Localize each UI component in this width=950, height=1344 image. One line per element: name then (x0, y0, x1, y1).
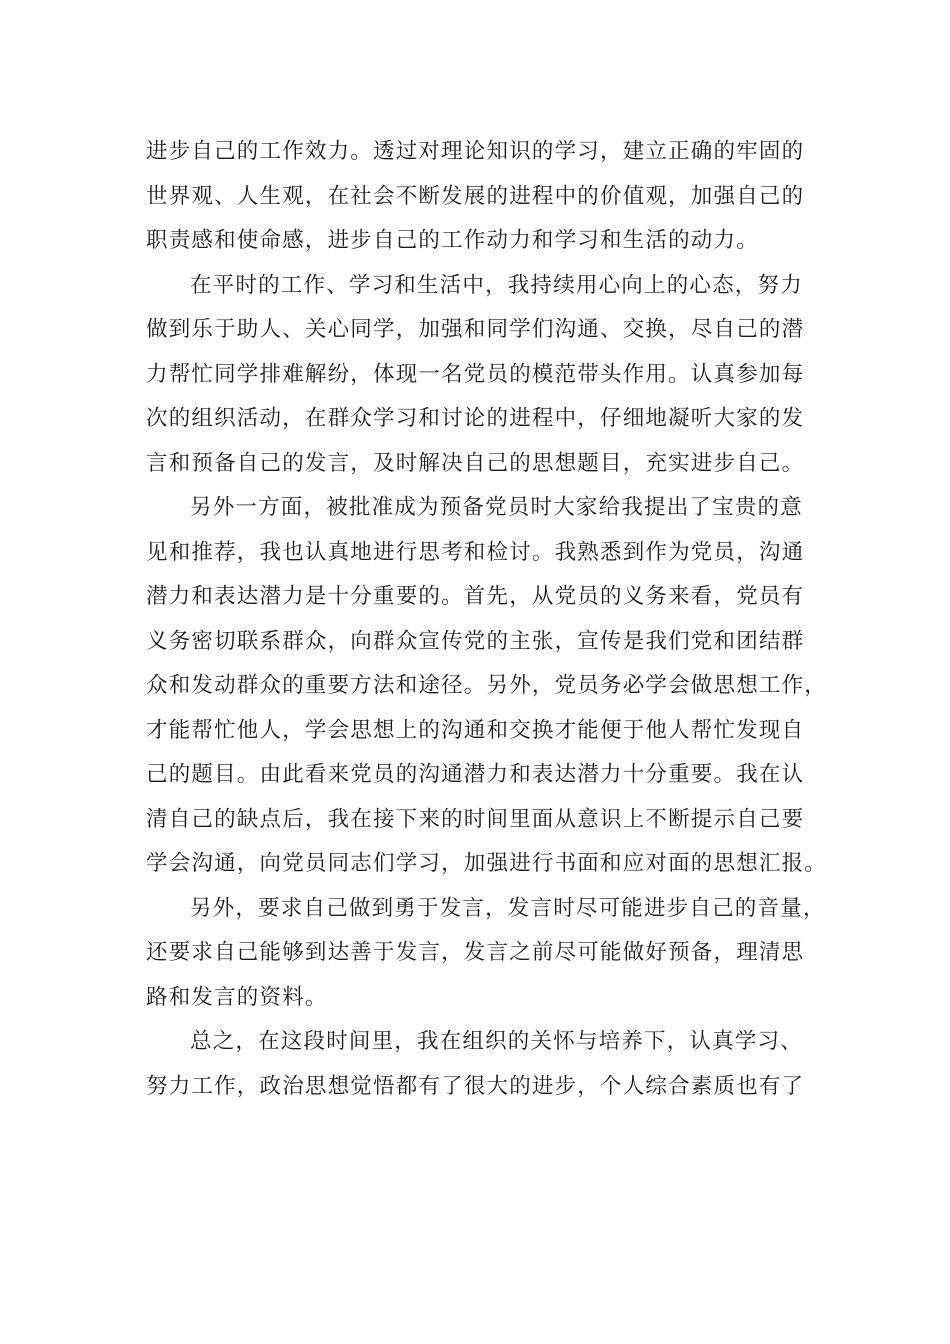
text-line: 见和推荐，我也认真地进行思考和检讨。我熟悉到作为党员，沟通 (146, 539, 805, 565)
text-line: 总之，在这段时间里，我在组织的关怀与培养下，认真学习、 (190, 1029, 803, 1054)
text-line: 学会沟通，向党员同志们学习，加强进行书面和应对面的思想汇报。 (146, 851, 828, 876)
text-line: 力帮忙同学排难解纷，体现一名党员的模范带头作用。认真参加每 (146, 361, 805, 387)
text-line: 另外一方面，被批准成为预备党员时大家给我提出了宝贵的意 (190, 495, 803, 520)
text-line: 努力工作，政治思想觉悟都有了很大的进步，个人综合素质也有了 (146, 1073, 805, 1099)
text-line: 还要求自己能够到达善于发言，发言之前尽可能做好预备，理清思 (146, 940, 805, 965)
text-line: 次的组织活动，在群众学习和讨论的进程中，仔细地凝听大家的发 (146, 406, 805, 431)
text-line: 众和发动群众的重要方法和途径。另外，党员务必学会做思想工作， (146, 673, 828, 698)
text-line: 言和预备自己的发言，及时解决自己的思想题目，充实进步自己。 (146, 450, 805, 476)
text-line: 义务密切联系群众，向群众宣传党的主张，宣传是我们党和团结群 (146, 628, 805, 654)
text-line: 在平时的工作、学习和生活中，我持续用心向上的心态，努力 (190, 272, 803, 298)
text-line: 己的题目。由此看来党员的沟通潜力和表达潜力十分重要。我在认 (146, 762, 805, 787)
text-line: 做到乐于助人、关心同学，加强和同学们沟通、交换，尽自己的潜 (146, 317, 805, 342)
text-line: 路和发言的资料。 (146, 984, 328, 1010)
text-line: 才能帮忙他人，学会思想上的沟通和交换才能便于他人帮忙发现自 (146, 717, 805, 743)
text-line: 职责感和使命感，进步自己的工作动力和学习和生活的动力。 (146, 228, 759, 253)
text-line: 另外，要求自己做到勇于发言，发言时尽可能进步自己的音量， (190, 895, 826, 921)
text-line: 进步自己的工作效力。透过对理论知识的学习，建立正确的牢固的 (146, 139, 805, 164)
text-line: 清自己的缺点后，我在接下来的时间里面从意识上不断提示自己要 (146, 806, 805, 832)
text-line: 世界观、人生观，在社会不断发展的进程中的价值观，加强自己的 (146, 183, 805, 209)
text-line: 潜力和表达潜力是十分重要的。首先，从党员的义务来看，党员有 (146, 584, 805, 609)
document-body (146, 130, 828, 1109)
